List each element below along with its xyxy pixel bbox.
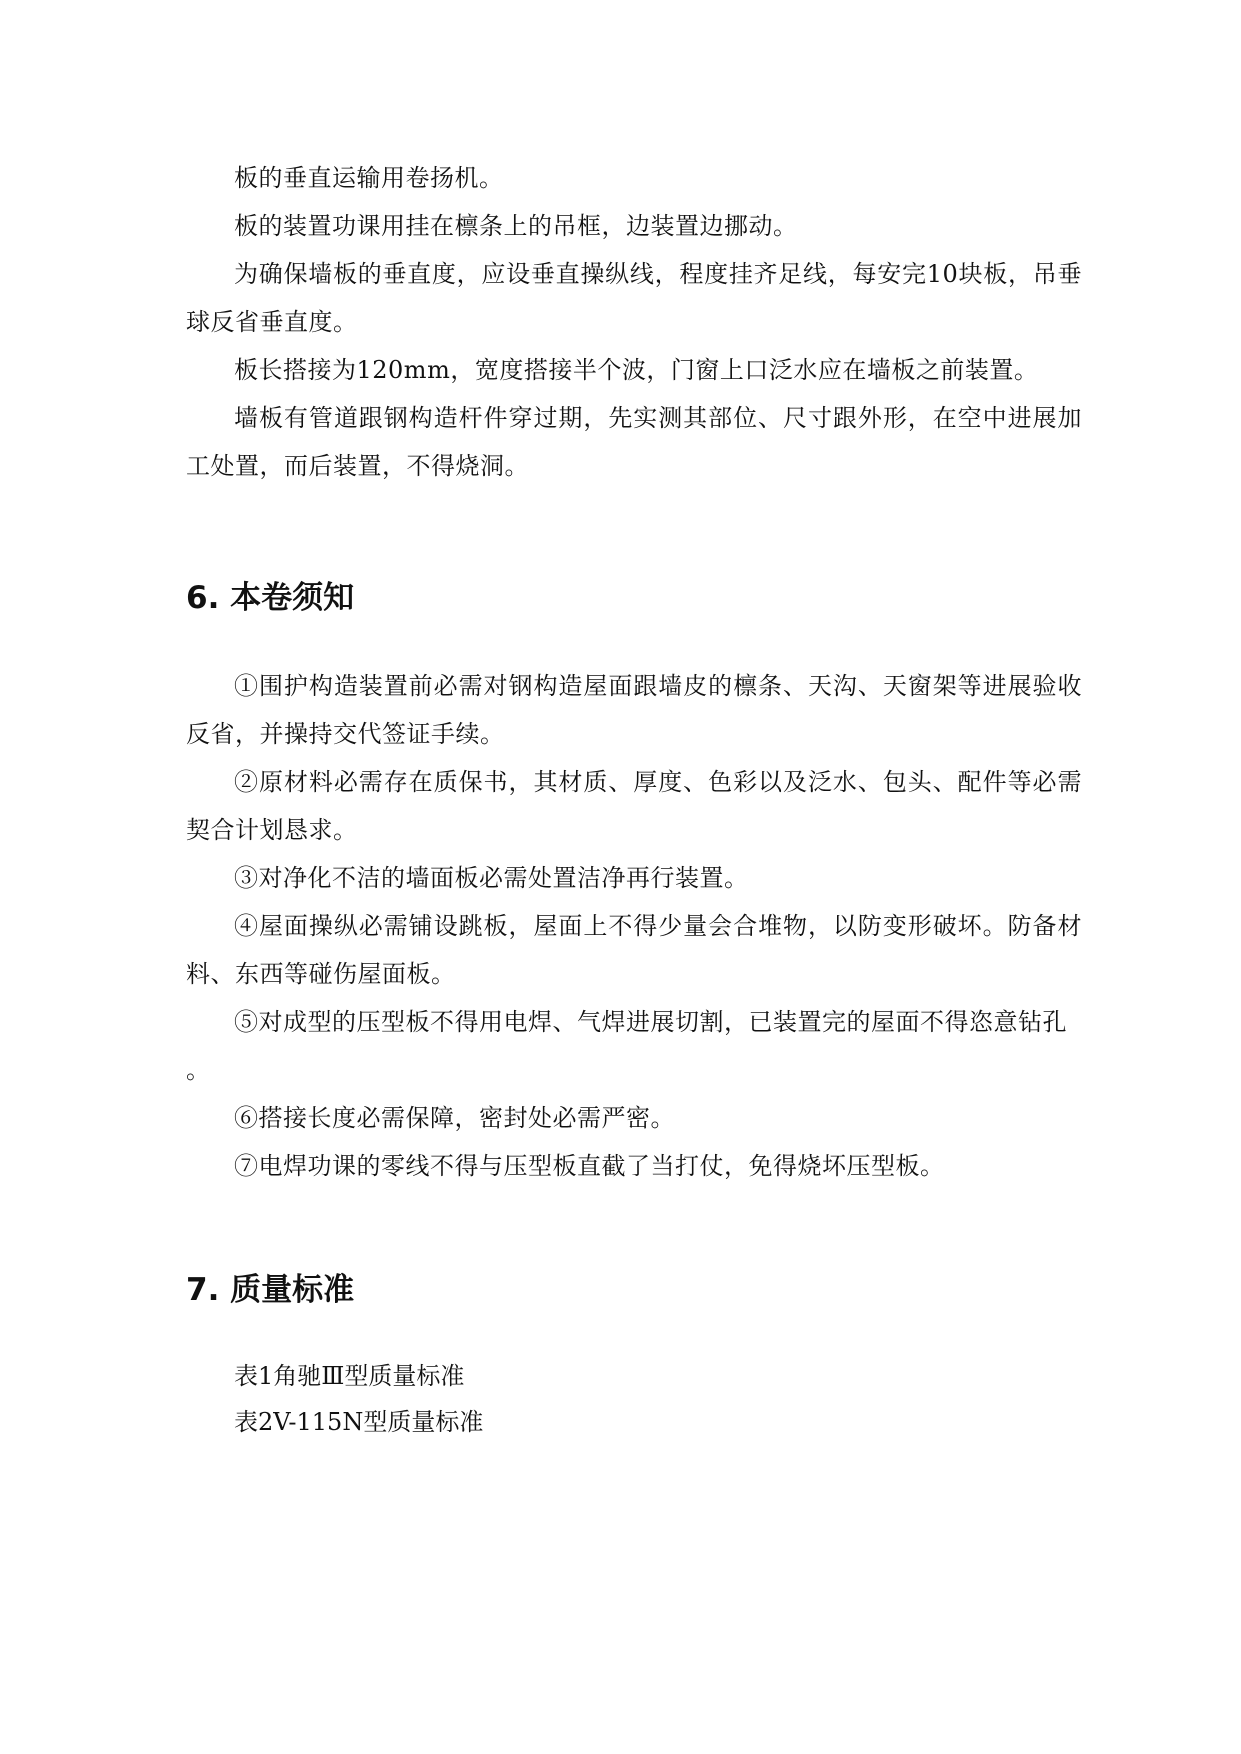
- notice-item-4: ④屋面操纵必需铺设跳板，屋面上不得少量会合堆物，以防变形破坏。防备材料、东西等碰伤屋面板。: [186, 912, 1082, 988]
- notice-item-2: ②原材料必需存在质保书，其材质、厚度、色彩以及泛水、包头、配件等必需契合计划恳求。: [186, 768, 1082, 844]
- notice-item-6: ⑥搭接长度必需保障，密封处必需严密。: [234, 1104, 675, 1132]
- notice-item-5-period: 。: [186, 1056, 211, 1084]
- paragraph-lap-joint: 板长搭接为120mm，宽度搭接半个波，门窗上口泛水应在墙板之前装置。: [234, 356, 1039, 384]
- notice-item-7: ⑦电焊功课的零线不得与压型板直截了当打仗，免得烧坏压型板。: [234, 1152, 945, 1180]
- paragraph-verticality: 为确保墙板的垂直度，应设垂直操纵线，程度挂齐足线，每安完10块板，吊垂球反省垂直度。: [186, 260, 1082, 336]
- paragraph-pipe-penetration: 墙板有管道跟钢构造杆件穿过期，先实测其部位、尺寸跟外形，在空中进展加工处置，而后装置，不得烧洞。: [186, 404, 1082, 480]
- notice-item-1: ①围护构造装置前必需对钢构造屋面跟墙皮的檩条、天沟、天窗架等进展验收反省，并操持交代签证手续。: [186, 672, 1082, 748]
- section-7-heading: 7. 质量标准: [186, 1272, 355, 1308]
- paragraph-install-frame: 板的装置功课用挂在檩条上的吊框，边装置边挪动。: [234, 212, 798, 240]
- table-caption-1: 表1角驰Ⅲ型质量标准: [234, 1362, 465, 1390]
- table-caption-2: 表2V-115N型质量标准: [234, 1408, 484, 1436]
- section-6-heading: 6. 本卷须知: [186, 580, 355, 616]
- paragraph-hoist: 板的垂直运输用卷扬机。: [234, 164, 504, 192]
- notice-item-5: ⑤对成型的压型板不得用电焊、气焊进展切割，已装置完的屋面不得恣意钻孔: [234, 1008, 1067, 1036]
- notice-item-3: ③对净化不洁的墙面板必需处置洁净再行装置。: [234, 864, 749, 892]
